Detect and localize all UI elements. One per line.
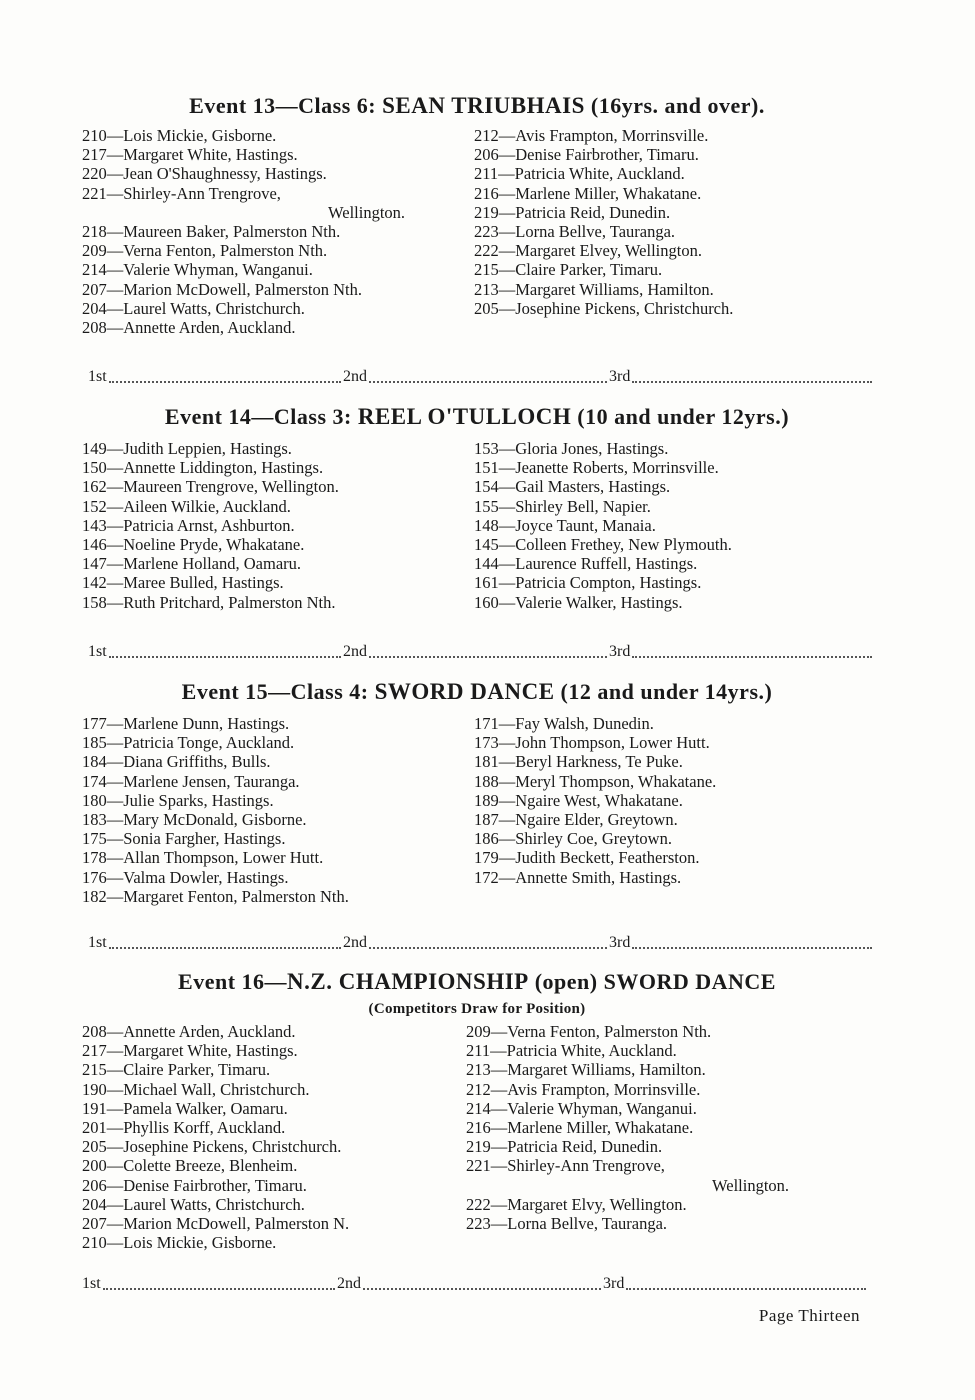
competitor-entry: 214—Valerie Whyman, Wanganui. xyxy=(466,1098,697,1118)
competitor-entry: 190—Michael Wall, Christchurch. xyxy=(82,1079,310,1099)
competitor-list-left xyxy=(82,714,474,906)
first-place-label: 1st xyxy=(88,368,107,385)
third-place-blank xyxy=(632,655,872,658)
competitor-entry: 175—Sonia Fargher, Hastings. xyxy=(82,829,286,849)
event-title xyxy=(82,403,872,431)
first-place-label: 1st xyxy=(82,1275,101,1292)
competitor-entry: 145—Colleen Frethey, New Plymouth. xyxy=(474,535,732,555)
competitor-entry: 152—Aileen Wilkie, Auckland. xyxy=(82,496,291,516)
competitor-entry: 212—Avis Frampton, Morrinsville. xyxy=(466,1079,701,1099)
competitor-entry: 208—Annette Arden, Auckland. xyxy=(82,318,296,338)
competitor-entry: 216—Marlene Miller, Whakatane. xyxy=(474,183,702,203)
event-13 xyxy=(82,92,872,337)
competitor-entry: 186—Shirley Coe, Greytown. xyxy=(474,829,672,849)
competitor-entry: 174—Marlene Jensen, Tauranga. xyxy=(82,771,300,791)
competitor-entry: 183—Mary McDonald, Gisborne. xyxy=(82,810,307,830)
competitor-columns xyxy=(82,439,872,612)
competitor-entry: 210—Lois Mickie, Gisborne. xyxy=(82,1233,277,1253)
second-place-blank xyxy=(369,655,607,658)
event-subtitle: (Competitors Draw for Position) xyxy=(368,1001,586,1017)
competitor-entry: 220—Jean O'Shaughnessy, Hastings. xyxy=(82,164,327,184)
competitor-entry: 161—Patricia Compton, Hastings. xyxy=(474,573,702,593)
second-place-label: 2nd xyxy=(343,368,367,385)
competitor-entry: 221—Shirley-Ann Trengrove, xyxy=(82,183,281,203)
dance-name: REEL O'TULLOCH xyxy=(357,404,572,429)
competitor-list-right xyxy=(474,126,872,337)
event-title xyxy=(82,92,872,120)
event-15 xyxy=(82,678,872,906)
dance-name: SWORD DANCE xyxy=(374,679,555,704)
competitor-entry: 176—Valma Dowler, Hastings. xyxy=(82,867,289,887)
third-place-label: 3rd xyxy=(609,934,631,951)
competitor-entry: 144—Laurence Ruffell, Hastings. xyxy=(474,554,698,574)
competitor-entry: 215—Claire Parker, Timaru. xyxy=(82,1060,271,1080)
second-place-blank xyxy=(369,380,607,383)
competitor-entry: 185—Patricia Tonge, Auckland. xyxy=(82,733,295,753)
first-place-blank xyxy=(109,946,341,949)
competitor-entry: 173—John Thompson, Lower Hutt. xyxy=(474,733,710,753)
competitor-entry: 151—Jeanette Roberts, Morrinsville. xyxy=(474,458,719,478)
competitor-entry: 208—Annette Arden, Auckland. xyxy=(82,1022,296,1041)
competitor-entry: 215—Claire Parker, Timaru. xyxy=(474,260,663,280)
third-place-label: 3rd xyxy=(609,368,631,385)
championship-name: N.Z. CHAMPIONSHIP xyxy=(287,969,529,994)
competitor-entry: 221—Shirley-Ann Trengrove, xyxy=(466,1156,665,1176)
competitor-entry: 213—Margaret Williams, Hamilton. xyxy=(466,1060,706,1080)
competitor-entry: 207—Marion McDowell, Palmerston N. xyxy=(82,1214,350,1234)
competitor-entry: 211—Patricia White, Auckland. xyxy=(466,1041,677,1061)
competitor-entry: 191—Pamela Walker, Oamaru. xyxy=(82,1098,288,1118)
competitor-entry: 179—Judith Beckett, Featherston. xyxy=(474,848,700,868)
competitor-entry: 222—Margaret Elvey, Wellington. xyxy=(474,241,702,261)
competitor-entry: 182—Margaret Fenton, Palmerston Nth. xyxy=(82,886,349,906)
competitor-entry: 219—Patricia Reid, Dunedin. xyxy=(466,1137,663,1157)
competitor-entry: 212—Avis Frampton, Morrinsville. xyxy=(474,126,709,145)
competitor-list-left xyxy=(82,126,474,337)
competitor-entry: 204—Laurel Watts, Christchurch. xyxy=(82,1194,305,1214)
placings-line xyxy=(88,367,874,387)
competitor-entry: 146—Noeline Pryde, Whakatane. xyxy=(82,535,305,555)
third-place-label: 3rd xyxy=(603,1275,625,1292)
competitor-entry: 209—Verna Fenton, Palmerston Nth. xyxy=(82,241,328,261)
event-number: Event 16— xyxy=(178,969,288,994)
competitor-entry: 188—Meryl Thompson, Whakatane. xyxy=(474,771,717,791)
first-place-blank xyxy=(109,380,341,383)
event-number: Event 14—Class 3: xyxy=(164,404,358,429)
event-title xyxy=(82,678,872,706)
competitor-entry: 155—Shirley Bell, Napier. xyxy=(474,496,651,516)
competitor-entry: 201—Phyllis Korff, Auckland. xyxy=(82,1118,286,1138)
competitor-entry: 206—Denise Fairbrother, Timaru. xyxy=(82,1175,307,1195)
competitor-entry: 158—Ruth Pritchard, Palmerston Nth. xyxy=(82,592,336,612)
competitor-entry: 148—Joyce Taunt, Manaia. xyxy=(474,515,656,535)
competitor-entry: 209—Verna Fenton, Palmerston Nth. xyxy=(466,1022,712,1041)
competitor-entry: 222—Margaret Elvy, Wellington. xyxy=(466,1194,687,1214)
first-place-label: 1st xyxy=(88,934,107,951)
competitor-list-left xyxy=(82,1022,474,1252)
competitor-entry: 142—Maree Bulled, Hastings. xyxy=(82,573,284,593)
competitor-entry: 211—Patricia White, Auckland. xyxy=(474,164,685,184)
competitor-entry: 223—Lorna Bellve, Tauranga. xyxy=(474,222,676,242)
competitor-entry-continuation: Wellington. xyxy=(328,202,406,222)
competitor-columns xyxy=(82,714,872,906)
competitor-entry: 223—Lorna Bellve, Tauranga. xyxy=(466,1214,668,1234)
event-16 xyxy=(82,968,872,1252)
first-place-label: 1st xyxy=(88,643,107,660)
competitor-entry: 207—Marion McDowell, Palmerston Nth. xyxy=(82,279,363,299)
competitor-entry: 206—Denise Fairbrother, Timaru. xyxy=(474,145,699,165)
second-place-blank xyxy=(369,946,607,949)
competitor-entry: 210—Lois Mickie, Gisborne. xyxy=(82,126,277,145)
competitor-entry: 205—Josephine Pickens, Christchurch. xyxy=(82,1137,342,1157)
competitor-list-right xyxy=(466,1022,872,1252)
competitor-entry: 189—Ngaire West, Whakatane. xyxy=(474,790,683,810)
competitor-entry: 184—Diana Griffiths, Bulls. xyxy=(82,752,271,772)
competitor-entry: 218—Maureen Baker, Palmerston Nth. xyxy=(82,222,341,242)
competitor-entry: 149—Judith Leppien, Hastings. xyxy=(82,439,292,458)
competitor-entry: 160—Valerie Walker, Hastings. xyxy=(474,592,683,612)
placings-line xyxy=(82,1274,868,1294)
competitor-entry: 200—Colette Breeze, Blenheim. xyxy=(82,1156,298,1176)
competitor-entry: 204—Laurel Watts, Christchurch. xyxy=(82,298,305,318)
competitor-list-right xyxy=(474,714,872,906)
competitor-entry: 171—Fay Walsh, Dunedin. xyxy=(474,714,654,733)
competitor-entry: 187—Ngaire Elder, Greytown. xyxy=(474,810,678,830)
page-number: Page Thirteen xyxy=(758,1306,860,1325)
second-place-label: 2nd xyxy=(343,643,367,660)
competitor-entry: 162—Maureen Trengrove, Wellington. xyxy=(82,477,339,497)
event-title xyxy=(82,968,872,996)
competitor-columns xyxy=(82,1022,872,1252)
age-group: (12 and under 14yrs.) xyxy=(554,679,773,704)
placings-line xyxy=(88,933,874,953)
competitor-columns xyxy=(82,126,872,337)
competitor-entry: 178—Allan Thompson, Lower Hutt. xyxy=(82,848,324,868)
third-place-blank xyxy=(632,380,872,383)
second-place-label: 2nd xyxy=(337,1275,361,1292)
age-group: (10 and under 12yrs.) xyxy=(571,404,790,429)
competitor-entry-continuation: Wellington. xyxy=(712,1175,790,1195)
competitor-entry: 150—Annette Liddington, Hastings. xyxy=(82,458,324,478)
competitor-entry: 219—Patricia Reid, Dunedin. xyxy=(474,202,671,222)
second-place-label: 2nd xyxy=(343,934,367,951)
competitor-entry: 217—Margaret White, Hastings. xyxy=(82,1041,298,1061)
age-group: (16yrs. and over). xyxy=(584,93,765,118)
competitor-entry: 147—Marlene Holland, Oamaru. xyxy=(82,554,302,574)
competitor-entry: 177—Marlene Dunn, Hastings. xyxy=(82,714,290,733)
third-place-blank xyxy=(626,1287,866,1290)
competitor-entry: 143—Patricia Arnst, Ashburton. xyxy=(82,515,295,535)
competitor-entry: 216—Marlene Miller, Whakatane. xyxy=(466,1118,694,1138)
event-number: Event 13—Class 6: xyxy=(189,93,383,118)
third-place-blank xyxy=(632,946,872,949)
competitor-entry: 154—Gail Masters, Hastings. xyxy=(474,477,671,497)
competitor-entry: 172—Annette Smith, Hastings. xyxy=(474,867,682,887)
competitor-entry: 217—Margaret White, Hastings. xyxy=(82,145,298,165)
competitor-entry: 213—Margaret Williams, Hamilton. xyxy=(474,279,714,299)
competitor-list-left xyxy=(82,439,474,612)
competitor-entry: 181—Beryl Harkness, Te Puke. xyxy=(474,752,683,772)
third-place-label: 3rd xyxy=(609,643,631,660)
event-number: Event 15—Class 4: xyxy=(181,679,375,704)
competitor-entry: 153—Gloria Jones, Hastings. xyxy=(474,439,669,458)
placings-line xyxy=(88,642,874,662)
dance-name: SEAN TRIUBHAIS xyxy=(382,93,585,118)
first-place-blank xyxy=(109,655,341,658)
dance-name: (open) SWORD DANCE xyxy=(528,969,776,994)
competitor-list-right xyxy=(474,439,872,612)
event-14 xyxy=(82,403,872,612)
first-place-blank xyxy=(103,1287,335,1290)
competitor-entry: 180—Julie Sparks, Hastings. xyxy=(82,790,274,810)
second-place-blank xyxy=(363,1287,601,1290)
competitor-entry: 205—Josephine Pickens, Christchurch. xyxy=(474,298,734,318)
competitor-entry: 214—Valerie Whyman, Wanganui. xyxy=(82,260,313,280)
